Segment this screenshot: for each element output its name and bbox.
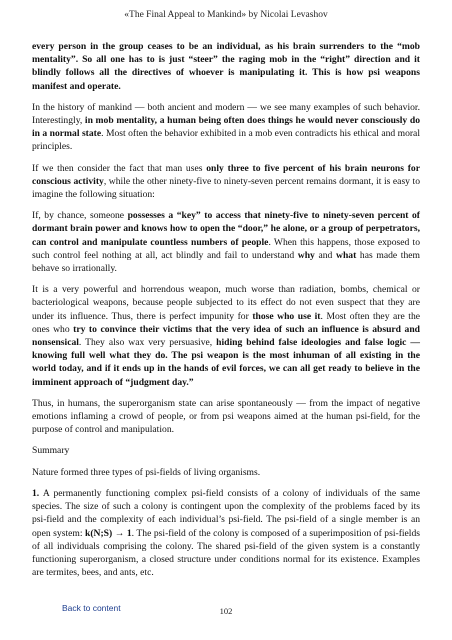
paragraph (32, 209, 420, 275)
bold-text: why (297, 249, 315, 261)
text-run: It is a very powerful and horrendous weapon, much worse than radiation, bombs, chemical or bacteriological weapons, because people subjected to its effect do not even suspect that they are under its influence. Thus, there is perfect impunity for (32, 284, 420, 322)
running-header: «The Final Appeal to Mankind» by Nicolai Levashov (124, 10, 328, 20)
bold-text: those who use it (252, 310, 321, 322)
text-run: has made them behave so irrationally. (32, 249, 420, 275)
text-run: Nature formed three types of psi-fields of living organisms. (32, 466, 261, 478)
bold-text: in mob mentality, a human being often does things he would never consciously do in a normal state (32, 115, 420, 140)
page-number: 102 (219, 606, 233, 616)
back-to-content-link[interactable]: Back to content (62, 603, 121, 613)
paragraph (32, 101, 420, 154)
bold-text: hiding behind false ideologies and false logic — knowing full well what they do. The psi weapon is the most inhuman of all existing in the world today, and if it ends up in the hands of evil forces, we can all get ready to believe in the imminent approach of “judgment day.” (32, 337, 420, 388)
bold-text: 1. (32, 487, 40, 499)
text-run: . When this happens, those exposed to such control feel nothing at all, act blindly and fail to understand (32, 236, 421, 261)
bold-text: k(N;S) → 1 (85, 527, 132, 539)
page-body (32, 40, 420, 587)
text-run: Thus, in humans, the superorganism state can arise spontaneously — from the impact of negative emotions inflaming a crowd of people, or from psi weapons aimed at the human psi-field, for the purpose of control and manipulation. (32, 397, 420, 436)
bold-text: only three to five percent of his brain neurons for conscious activity (32, 162, 420, 187)
text-run: . They also wax very persuasive, (78, 337, 217, 349)
text-run: If, by chance, someone (32, 210, 128, 222)
paragraph (32, 487, 420, 579)
paragraph (32, 397, 420, 437)
text-run: A permanently functioning complex psi-field consists of a colony of individuals of the same species. The size of such a colony is contingent upon the complexity of the problems faced by its psi-field and the complexity of each individual’s psi-field. The psi-field of a single member is an open system: (32, 487, 420, 539)
bold-text: possesses a “key” to access that ninety-five to ninety-seven percent of dormant brain power and knows how to open the “door,” he alone, or a group of perpetrators, can control and manipulate countless numbers of people (32, 210, 421, 248)
bold-text: every person in the group ceases to be an individual, as his brain surrenders to the “mob mentality”. So all one has to is just “steer” the raging mob in the “right” direction and it blindly follows all the directives of whoever is manipulating it. This is how psi weapons manifest and operate. (32, 41, 420, 92)
text-run: . Most often they are the ones who (32, 310, 421, 335)
text-run: In the history of mankind — both ancient and modern — we see many examples of such behavior. Interestingly, (32, 101, 420, 127)
paragraph (32, 283, 420, 389)
text-run: . Most often the behavior exhibited in a mob even contradicts his ethical and moral principles. (32, 128, 420, 153)
text-run: , while the other ninety-five to ninety-seven percent remains dormant, it is easy to imagine the following situation: (32, 175, 420, 201)
paragraph (32, 40, 420, 93)
text-run: If we then consider the fact that man uses (32, 162, 207, 174)
text-run: . The psi-field of the colony is composed of a superimposition of psi-fields of all individuals comprising the colony. The shared psi-field of the given system is a constantly functioning superorganism, a closed structure under conditions normal for its existence. Examples are termites, bees, and ants, etc. (32, 527, 421, 579)
bold-text: try to convince their victims that the very idea of such an influence is absurd and nonsensical (32, 323, 420, 349)
paragraph (32, 162, 420, 202)
paragraph (32, 466, 420, 479)
text-run: and (314, 249, 337, 261)
paragraph (32, 444, 420, 457)
text-run: Summary (32, 445, 70, 457)
bold-text: what (336, 249, 357, 261)
